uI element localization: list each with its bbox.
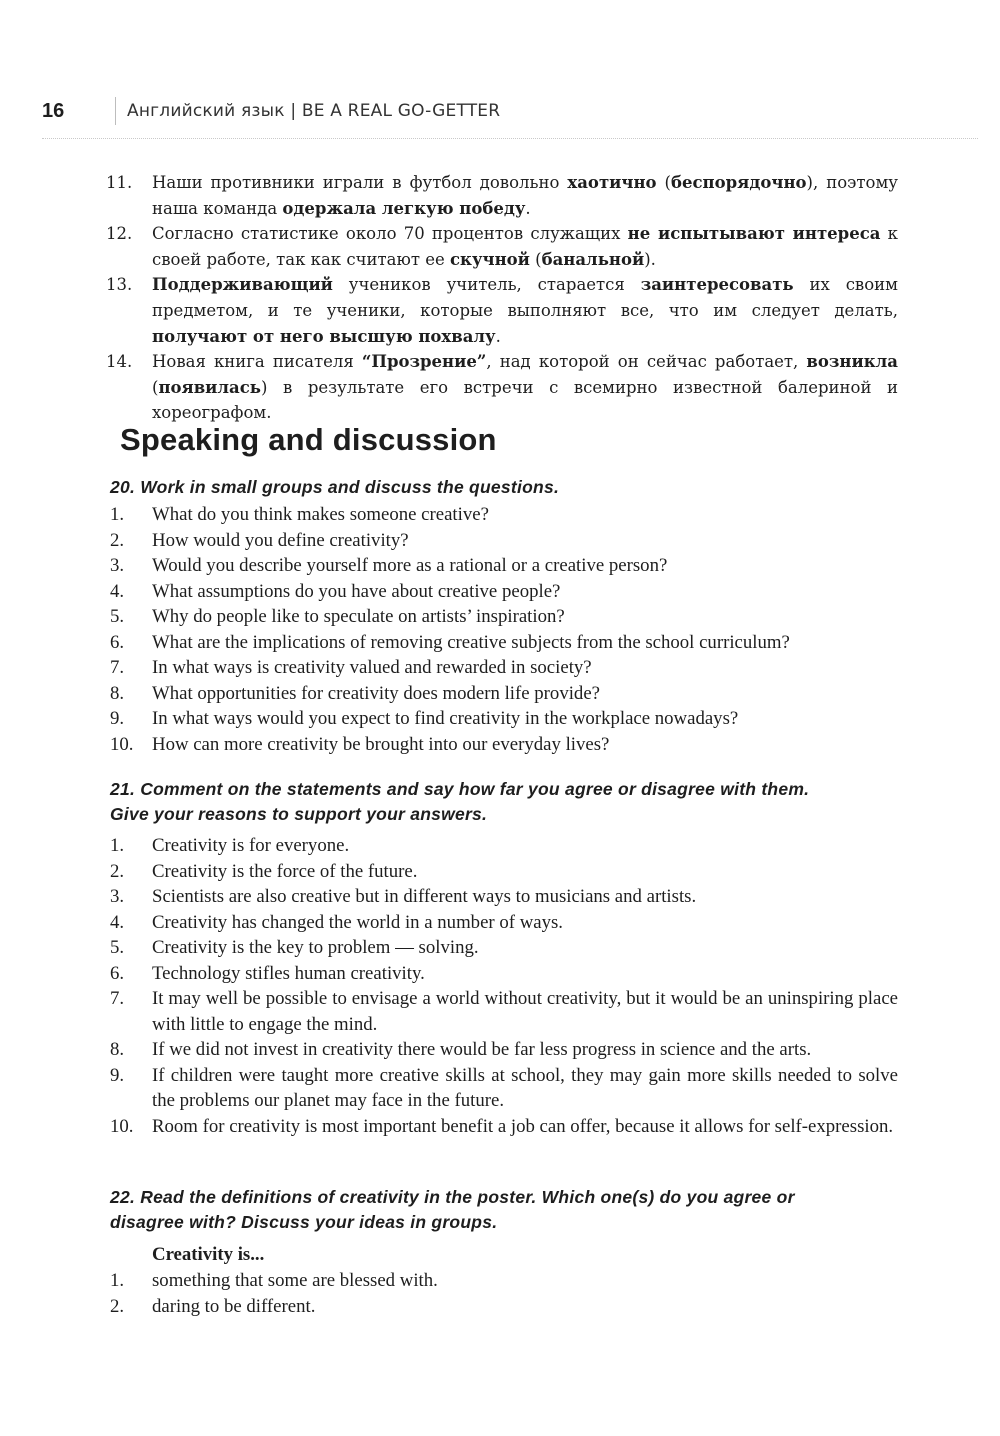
item-number: 5.	[110, 606, 125, 627]
statement-item	[110, 833, 898, 859]
running-head	[42, 97, 500, 125]
bold-phrase: хаотично	[567, 173, 657, 192]
task-21-heading-line-1: 21. Comment on the statements and say how far you agree or disagree with them.	[110, 779, 810, 799]
item-text: Why do people like to speculate on artists’ inspiration?	[152, 606, 565, 627]
text-run: (	[656, 173, 671, 192]
question-item	[110, 655, 898, 681]
item-number: 8.	[110, 682, 125, 704]
translation-item	[106, 221, 898, 272]
item-number: 3.	[110, 886, 125, 907]
item-number: 9.	[110, 708, 125, 729]
text-run: Согласно статистике около 70 процентов служащих	[152, 224, 628, 244]
statement-item	[110, 986, 898, 1037]
question-item	[110, 732, 898, 758]
translation-item	[106, 349, 898, 426]
item-number: 10.	[110, 733, 134, 755]
bold-phrase: скучной	[449, 249, 530, 269]
item-number: 2.	[110, 1295, 125, 1317]
statement-item	[110, 935, 898, 961]
item-text: Scientists are also creative but in different ways to musicians and artists.	[152, 886, 697, 907]
task-22-heading-line-2: disagree with? Discuss your ideas in groups.	[110, 1211, 498, 1232]
text-run: ), поэтому наша команда	[152, 173, 898, 218]
statement-item	[110, 1037, 898, 1063]
statement-item	[110, 1063, 898, 1114]
item-text: What opportunities for creativity does modern life provide?	[152, 682, 600, 704]
bold-phrase: Поддерживающий	[152, 275, 333, 295]
item-number: 6.	[110, 962, 125, 984]
bold-phrase: беспорядочно	[671, 173, 807, 192]
task-22-definitions	[110, 1268, 898, 1319]
task-20-questions	[110, 502, 898, 757]
bold-phrase: банальной	[541, 249, 645, 269]
item-text: daring to be different.	[152, 1295, 316, 1317]
item-text	[152, 272, 898, 349]
text-run: (	[529, 249, 542, 269]
item-text: Creativity has changed the world in a number of ways.	[152, 911, 563, 933]
item-number: 14.	[106, 352, 133, 372]
item-text: Creativity is the key to problem — solving.	[152, 937, 479, 958]
poster-title: Creativity is...	[152, 1244, 265, 1265]
item-text: In what ways is creativity valued and rewarded in society?	[152, 657, 592, 678]
statement-item	[110, 961, 898, 987]
item-text: It may well be possible to envisage a world without creativity, but it would be an uninspiring place with little to engage the mind.	[152, 988, 898, 1035]
text-run: ).	[644, 249, 656, 269]
statement-item	[110, 884, 898, 910]
bold-phrase: “Прозрение”	[361, 352, 487, 372]
definition-item	[110, 1268, 898, 1294]
item-number: 3.	[110, 555, 125, 576]
statement-item	[110, 859, 898, 885]
item-number: 10.	[110, 1115, 134, 1137]
header-rule	[42, 138, 978, 139]
item-number: 7.	[110, 657, 125, 678]
task-21-statements	[110, 833, 898, 1139]
item-text: Would you describe yourself more as a rational or a creative person?	[152, 555, 668, 576]
bold-phrase: не испытывают интереса	[627, 224, 881, 244]
bold-phrase: возникла	[806, 352, 898, 372]
item-text: What are the implications of removing creative subjects from the school curriculum?	[152, 631, 790, 653]
item-number: 13.	[106, 275, 133, 295]
statement-item	[110, 1114, 898, 1140]
book-title: Английский язык | BE A REAL GO-GETTER	[127, 101, 501, 121]
bold-phrase: получают от него высшую похвалу	[152, 326, 496, 346]
statement-item	[110, 910, 898, 936]
task-20-heading: 20. Work in small groups and discuss the questions.	[110, 477, 560, 497]
question-item	[110, 528, 898, 554]
section-heading: Speaking and discussion	[120, 422, 497, 457]
item-number: 1.	[110, 504, 125, 525]
item-text: Technology stifles human creativity.	[152, 962, 425, 984]
bold-phrase: появилась	[158, 377, 261, 397]
item-number: 2.	[110, 860, 125, 882]
translation-item	[106, 170, 898, 221]
translation-item	[106, 272, 898, 349]
text-run: Наши противники играли в футбол довольно	[152, 173, 568, 192]
item-number: 5.	[110, 937, 125, 958]
item-text: If children were taught more creative skills at school, they may gain more skills needed to solve the problems our planet may face in the future.	[152, 1064, 898, 1111]
question-item	[110, 579, 898, 605]
item-text: If we did not invest in creativity there would be far less progress in science and the arts.	[152, 1039, 812, 1060]
item-text	[152, 170, 898, 221]
item-number: 8.	[110, 1039, 125, 1060]
question-item	[110, 706, 898, 732]
text-run: , над которой он сейчас работает,	[486, 352, 807, 372]
item-text: What do you think makes someone creative?	[152, 504, 489, 525]
text-run: .	[525, 198, 531, 218]
bold-phrase: одержала легкую победу	[282, 198, 526, 218]
item-text: Room for creativity is most important benefit a job can offer, because it allows for self-expression.	[152, 1115, 894, 1137]
item-number: 7.	[110, 988, 125, 1009]
definition-item	[110, 1294, 898, 1320]
item-number: 11.	[106, 173, 133, 192]
item-text: Creativity is the force of the future.	[152, 860, 418, 882]
bold-phrase: заинтересовать	[640, 275, 794, 295]
item-number: 4.	[110, 911, 125, 933]
text-run: ) в результате его встречи с всемирно известной балериной и хореографом.	[152, 377, 898, 423]
text-run: (	[152, 377, 159, 397]
item-text: What assumptions do you have about creative people?	[152, 580, 561, 602]
item-text: How can more creativity be brought into our everyday lives?	[152, 733, 610, 755]
item-text: something that some are blessed with.	[152, 1270, 438, 1291]
item-text	[152, 221, 898, 272]
task-22-heading	[110, 1185, 795, 1234]
item-number: 9.	[110, 1064, 125, 1086]
text-run: учеников учитель, старается	[332, 275, 641, 295]
translation-exercise-list	[106, 170, 898, 426]
text-run: их своим предметом, и те ученики, которые выполняют все, что им следует делать,	[152, 275, 898, 320]
question-item	[110, 502, 898, 528]
header-divider	[115, 97, 116, 125]
task-21-heading-line-2: Give your reasons to support your answers.	[110, 803, 488, 824]
item-number: 1.	[110, 835, 125, 856]
item-number: 1.	[110, 1270, 125, 1291]
item-text: How would you define creativity?	[152, 529, 409, 551]
item-text	[152, 349, 898, 426]
text-run: Новая книга писателя	[152, 352, 362, 372]
item-number: 12.	[106, 224, 133, 244]
question-item	[110, 553, 898, 579]
text-run: к своей работе, так как считают ее	[152, 224, 898, 269]
page-number: 16	[42, 99, 65, 122]
item-text: Creativity is for everyone.	[152, 835, 350, 856]
item-text: In what ways would you expect to find creativity in the workplace nowadays?	[152, 708, 739, 729]
question-item	[110, 681, 898, 707]
question-item	[110, 604, 898, 630]
task-21-heading	[110, 777, 809, 826]
item-number: 2.	[110, 529, 125, 551]
text-run: .	[495, 326, 501, 346]
task-22-heading-line-1: 22. Read the definitions of creativity in the poster. Which one(s) do you agree or	[110, 1187, 795, 1207]
question-item	[110, 630, 898, 656]
item-number: 4.	[110, 580, 125, 602]
item-number: 6.	[110, 631, 125, 653]
